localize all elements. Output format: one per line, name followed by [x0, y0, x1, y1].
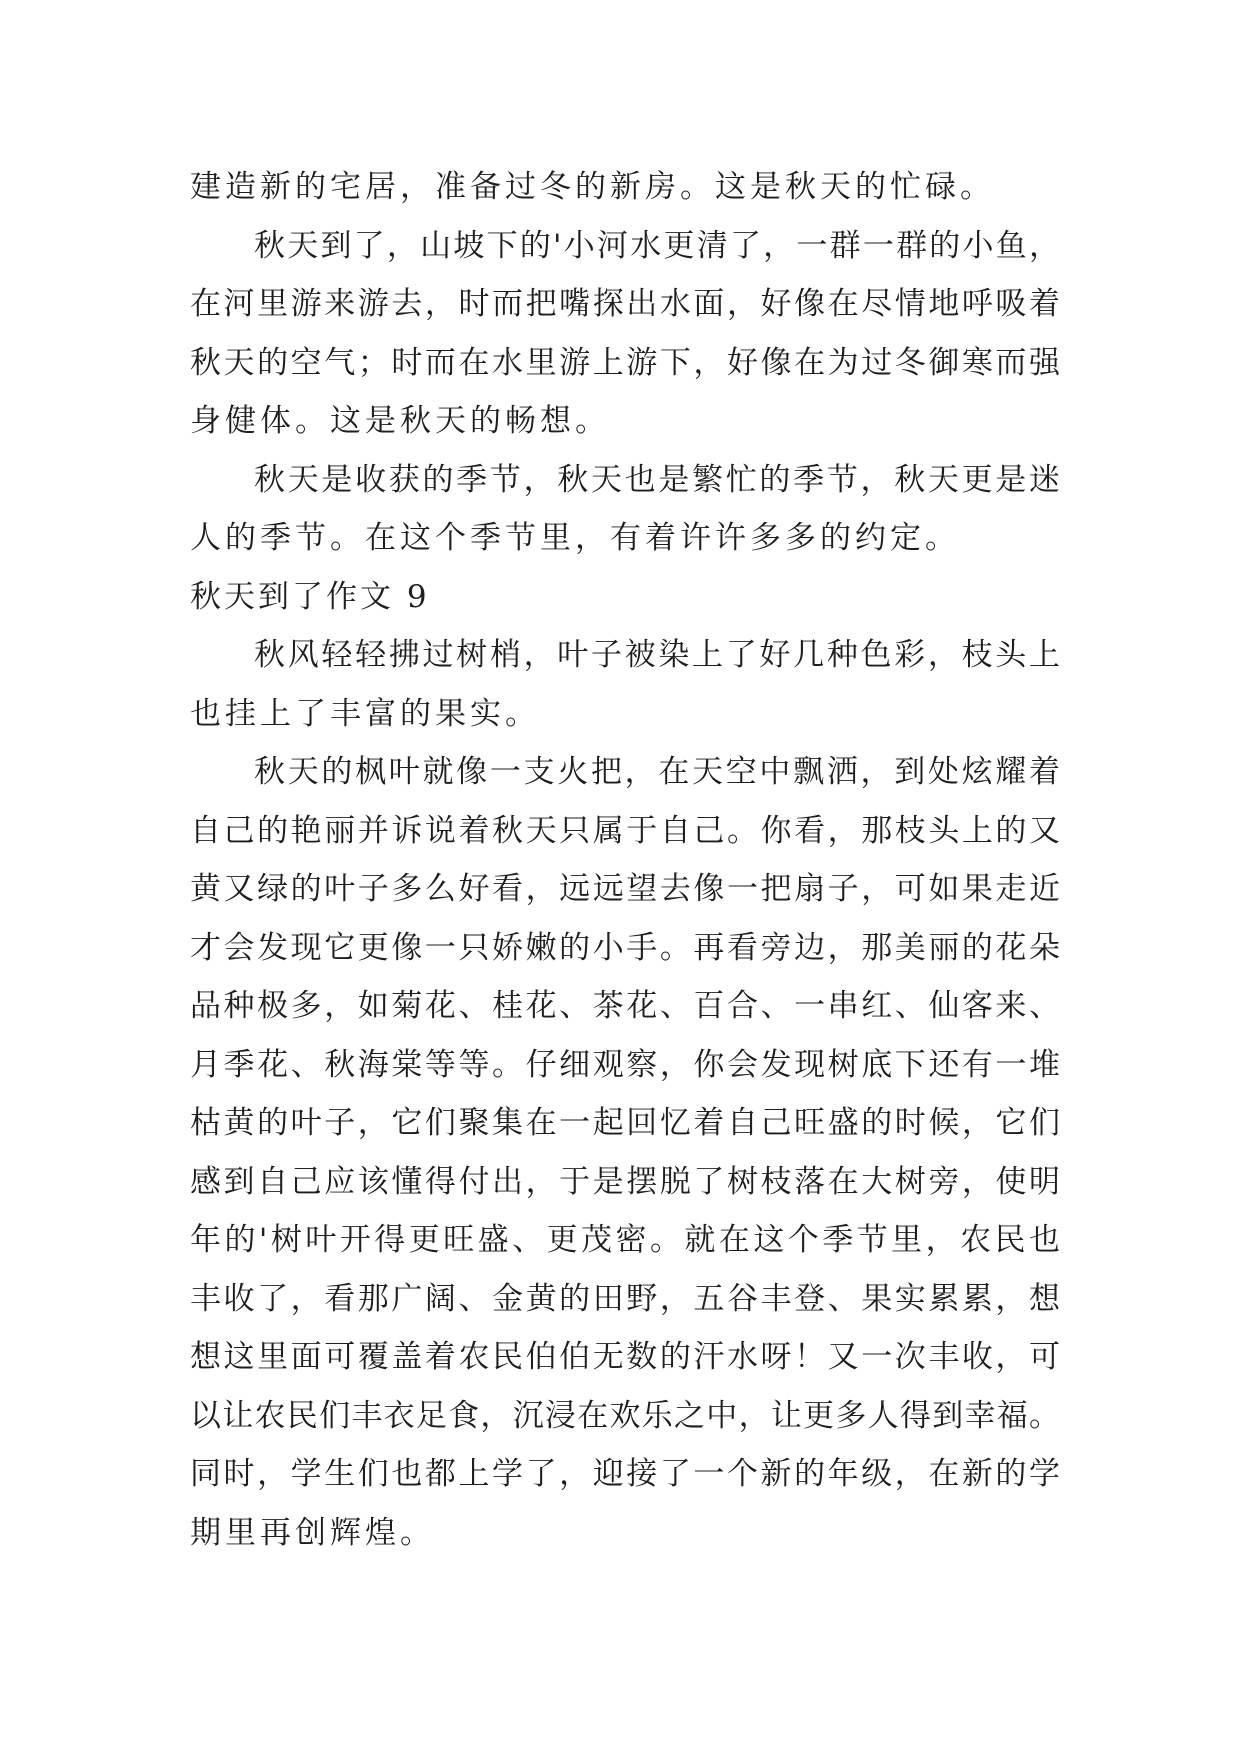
- text-line: 身健体。这是秋天的畅想。: [190, 403, 610, 439]
- text-line: 丰收了，看那广阔、金黄的田野，五谷丰登、果实累累，想: [190, 1280, 1060, 1317]
- paragraph-start-line: 秋天的枫叶就像一支火把，在天空中飘洒，到处炫耀着: [254, 754, 1060, 790]
- text-line: 在河里游来游去，时而把嘴探出水面，好像在尽情地呼吸着: [190, 286, 1060, 322]
- text-line: 想这里面可覆盖着农民伯伯无数的汗水呀！又一次丰收，可: [190, 1339, 1060, 1375]
- paragraph-start-line: 秋天到了，山坡下的'小河水更清了，一群一群的小鱼，: [254, 227, 1060, 264]
- paragraph-start-line: 秋天是收获的季节，秋天也是繁忙的季节，秋天更是迷: [254, 461, 1060, 498]
- text-line: 自己的艳丽并诉说着秋天只属于自己。你看，那枝头上的又: [190, 812, 1060, 849]
- text-line: 人的季节。在这个季节里，有着许许多多的约定。: [190, 520, 960, 556]
- text-line: 感到自己应该懂得付出，于是摆脱了树枝落在大树旁，使明: [190, 1163, 1060, 1200]
- text-line: 建造新的宅居，准备过冬的新房。这是秋天的忙碌。: [190, 169, 995, 205]
- text-line: 期里再创辉煌。: [190, 1514, 435, 1551]
- text-line: 品种极多，如菊花、桂花、茶花、百合、一串红、仙客来、: [190, 988, 1060, 1024]
- text-line: 同时，学生们也都上学了，迎接了一个新的年级，在新的学: [190, 1456, 1060, 1492]
- text-line: 才会发现它更像一只娇嫩的小手。再看旁边，那美丽的花朵: [190, 929, 1060, 966]
- text-line: 秋天的空气；时而在水里游上游下，好像在为过冬御寒而强: [190, 344, 1060, 381]
- text-line: 年的'树叶开得更旺盛、更茂密。就在这个季节里，农民也: [190, 1222, 1060, 1258]
- text-line: 以让农民们丰衣足食，沉浸在欢乐之中，让更多人得到幸福。: [190, 1397, 1060, 1434]
- text-line: 月季花、秋海棠等等。仔细观察，你会发现树底下还有一堆: [190, 1046, 1060, 1083]
- section-heading: 秋天到了作文 9: [190, 578, 430, 615]
- text-line: 黄又绿的叶子多么好看，远远望去像一把扇子，可如果走近: [190, 871, 1060, 907]
- text-line: 也挂上了丰富的果实。: [190, 695, 540, 732]
- document-body: [190, 158, 1060, 1562]
- text-line: 枯黄的叶子，它们聚集在一起回忆着自己旺盛的时候，它们: [190, 1105, 1060, 1141]
- paragraph-start-line: 秋风轻轻拂过树梢，叶子被染上了好几种色彩，枝头上: [254, 637, 1060, 673]
